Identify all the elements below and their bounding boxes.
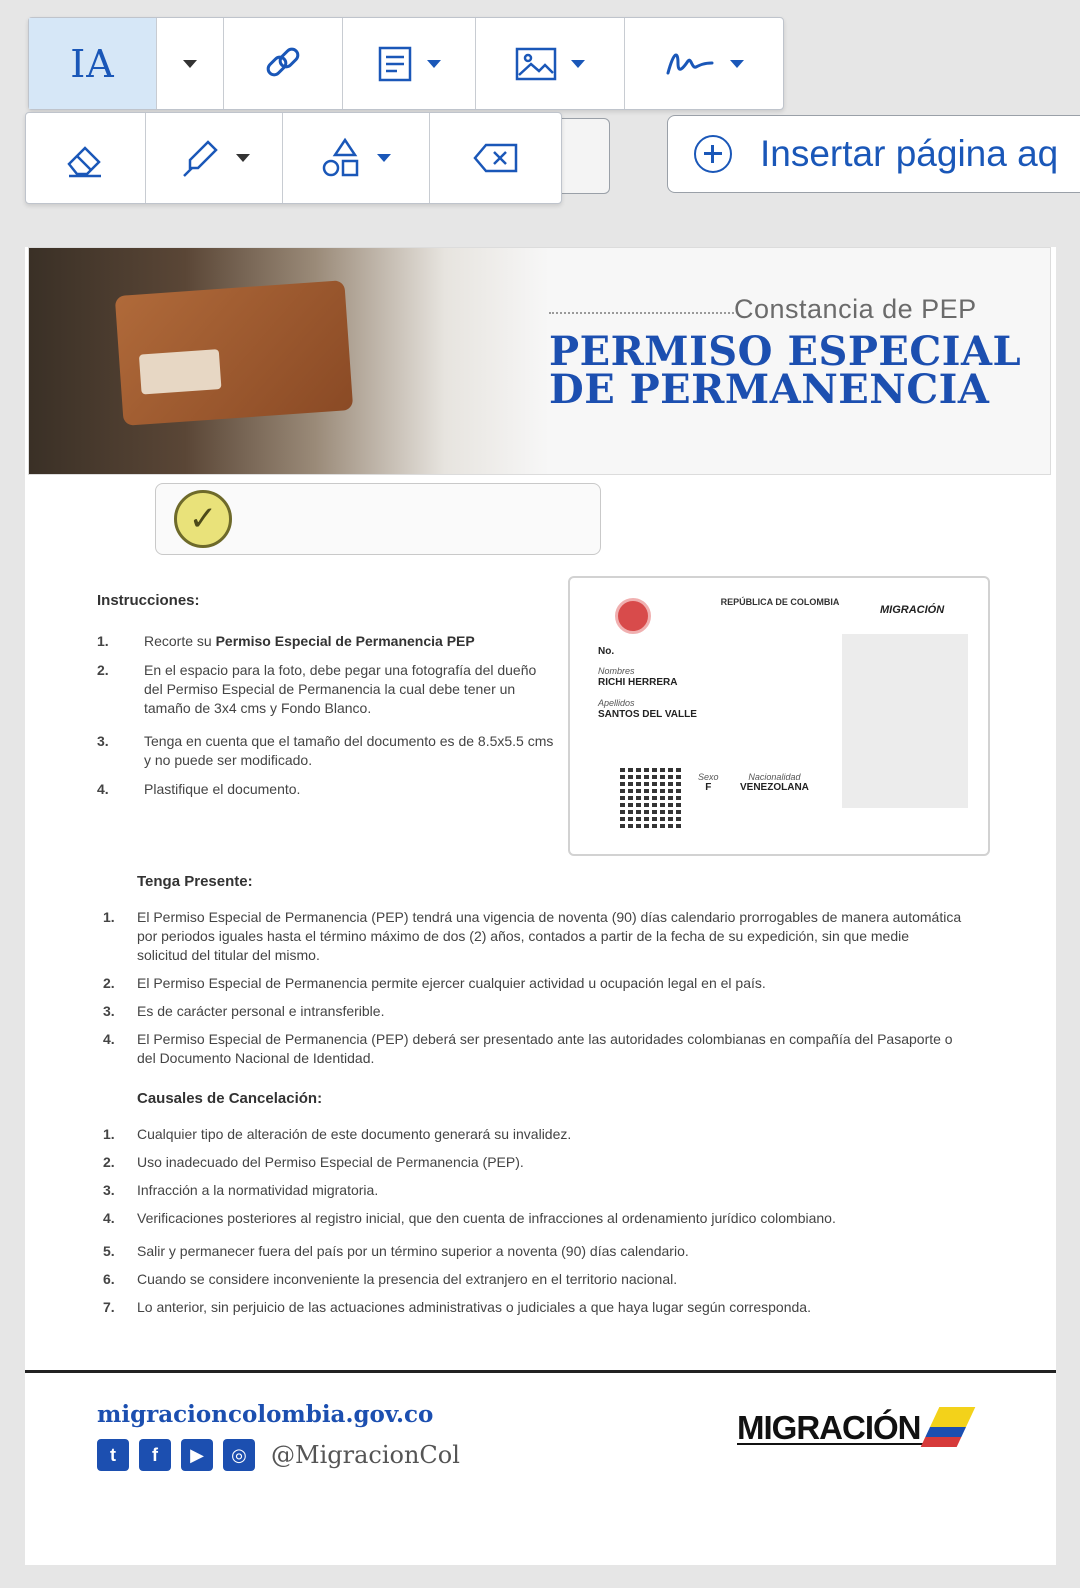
youtube-icon: ▶: [181, 1439, 213, 1471]
insert-page-button[interactable]: [667, 115, 1080, 193]
card-republic-header: REPÚBLICA DE COLOMBIA: [720, 597, 840, 607]
form-field-button[interactable]: [343, 18, 476, 109]
chevron-down-icon: [236, 154, 250, 162]
facebook-icon: f: [139, 1439, 171, 1471]
image-icon: [515, 47, 557, 81]
footer-migracion-logo: MIGRACIÓN: [737, 1409, 921, 1446]
shapes-button[interactable]: [283, 113, 430, 203]
footer-socials: [97, 1439, 460, 1471]
banner-dotted-line: [549, 312, 734, 314]
image-button[interactable]: [476, 18, 625, 109]
list-item: 7. Lo anterior, sin perjuicio de las actuaciones administrativas o judiciales a que haya lugar según corresponda.: [103, 1299, 811, 1315]
signature-icon: [664, 47, 716, 81]
instructions-title: Instrucciones:: [97, 592, 200, 609]
card-field-number: No.: [598, 646, 615, 657]
shapes-icon: [321, 137, 363, 179]
list-item: 2. Uso inadecuado del Permiso Especial de Permanencia (PEP).: [103, 1154, 524, 1170]
card-photo-slot: [842, 634, 968, 808]
cancel-title: Causales de Cancelación:: [137, 1090, 323, 1107]
chevron-down-icon: [571, 60, 585, 68]
list-item: 1. Cualquier tipo de alteración de este documento generará su invalidez.: [103, 1126, 572, 1142]
list-item: 1. El Permiso Especial de Permanencia (PEP) tendrá una vigencia de noventa (90) días calendario prorrogables de manera automática por periodos iguales hasta el término máximo de dos (2) años, contados a partir de la fecha de su expedición, sin que medie solicitud del titular del mismo.: [103, 909, 962, 963]
insert-page-label: Insertar página aq: [760, 133, 1059, 174]
list-item: 4. Verificaciones posteriores al registro inicial, que den cuenta de infracciones al ordenamiento jurídico colombiano.: [103, 1210, 836, 1226]
footer-divider: [25, 1370, 1056, 1373]
hidden-toolbar-button[interactable]: [555, 118, 610, 194]
cancel-list: [103, 1125, 963, 1326]
footer-handle: @MigracionCol: [271, 1441, 460, 1469]
instructions-list: [97, 632, 557, 809]
toolbar-row-2: [25, 112, 562, 204]
highlighter-icon: [178, 136, 222, 180]
list-item: 3. Infracción a la normatividad migratoria.: [103, 1182, 379, 1198]
highlighter-button[interactable]: [146, 113, 283, 203]
keep-in-mind-title: Tenga Presente:: [137, 873, 253, 890]
list-item: 4. Plastifique el documento.: [97, 781, 301, 797]
chevron-down-icon: [730, 60, 744, 68]
document-banner: [28, 247, 1051, 475]
list-item: 4. El Permiso Especial de Permanencia (PEP) deberá ser presentado ante las autoridades colombianas en compañía del Pasaporte o del Documento Nacional de Identidad.: [103, 1031, 953, 1066]
banner-title-line2: DE PERMANENCIA: [549, 366, 990, 413]
list-item: 6. Cuando se considere inconveniente la presencia del extranjero en el territorio nacional.: [103, 1271, 678, 1287]
chevron-down-icon: [427, 60, 441, 68]
banner-title-line1: PERMISO ESPECIAL: [549, 328, 1022, 375]
text-ia-icon: IA: [70, 41, 115, 86]
colombia-crest-icon: [615, 598, 651, 634]
chevron-down-icon: [183, 60, 197, 68]
card-nationality: Nacionalidad VENEZOLANA: [740, 772, 809, 793]
text-options-dropdown[interactable]: [157, 18, 224, 109]
eraser-button[interactable]: [26, 113, 146, 203]
card-sex: Sexo F: [698, 772, 719, 793]
card-field-surnames: Apellidos SANTOS DEL VALLE: [598, 698, 697, 720]
list-item: 2. El Permiso Especial de Permanencia permite ejercer cualquier actividad u ocupación legal en el país.: [103, 975, 766, 991]
link-icon: [261, 42, 305, 86]
qr-code-icon: [620, 766, 682, 828]
add-text-button[interactable]: [29, 18, 157, 109]
plus-circle-icon: [694, 135, 732, 173]
list-item: 1. Recorte su Permiso Especial de Permanencia PEP: [97, 633, 475, 649]
signature-button[interactable]: [625, 18, 783, 109]
instagram-icon: ◎: [223, 1439, 255, 1471]
pep-id-card-preview: [568, 576, 990, 856]
colombia-flag-icon: [921, 1407, 976, 1447]
eraser-icon: [63, 138, 107, 178]
chevron-down-icon: [377, 154, 391, 162]
twitter-icon: t: [97, 1439, 129, 1471]
banner-card-image: [115, 280, 354, 426]
footer-website: migracioncolombia.gov.co: [97, 1401, 434, 1428]
document-page[interactable]: [25, 247, 1056, 1565]
checkmark-seal-icon: ✓: [174, 490, 232, 548]
footer-logo-underline: [737, 1443, 947, 1445]
backspace-icon: [472, 142, 520, 174]
banner-subtitle: Constancia de PEP: [734, 294, 977, 324]
form-icon: [377, 45, 413, 83]
list-item: 5. Salir y permanecer fuera del país por un término superior a noventa (90) días calendario.: [103, 1243, 689, 1259]
link-button[interactable]: [224, 18, 343, 109]
verification-seal-box: [155, 483, 601, 555]
card-field-names: Nombres RICHI HERRERA: [598, 666, 678, 688]
list-item: 2. En el espacio para la foto, debe pegar una fotografía del dueño del Permiso Especial de Permanencia la cual debe tener un tamaño de 3x4 cms y Fondo Blanco.: [97, 662, 537, 716]
toolbar-row-1: [28, 17, 784, 110]
list-item: 3. Tenga en cuenta que el tamaño del documento es de 8.5x5.5 cms y no puede ser modificado.: [97, 733, 554, 768]
delete-button[interactable]: [430, 113, 561, 203]
keep-in-mind-list: [103, 908, 963, 1077]
card-migracion-logo: MIGRACIÓN: [880, 604, 945, 616]
list-item: 3. Es de carácter personal e intransferible.: [103, 1003, 385, 1019]
